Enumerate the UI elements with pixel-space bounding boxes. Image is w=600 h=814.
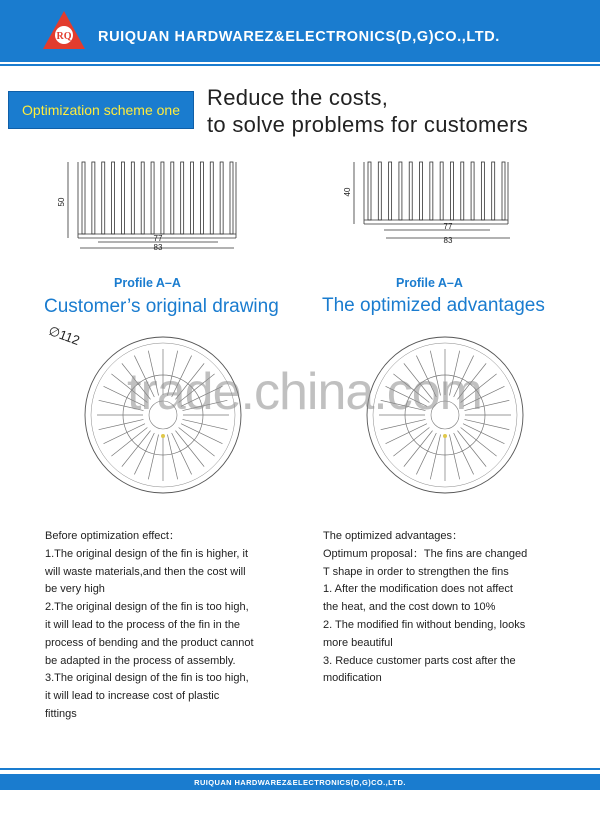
left-height-dim: 50 [57,197,66,207]
headline-line-1: Reduce the costs, [207,85,389,110]
headline [207,84,528,138]
right-heatsink-drawing [340,158,530,250]
before-optimization-text [45,528,305,724]
after-line: The optimized advantages： [323,530,464,542]
headline-line-2: to solve problems for customers [207,112,529,137]
left-heatsink-drawing [58,158,248,250]
after-optimization-text [323,528,583,688]
after-line: 1. After the modification does not affect [323,583,513,596]
left-profile-label: Profile A–A [114,276,181,290]
right-profile-label: Profile A–A [396,276,463,290]
right-inner-dim: 77 [443,222,453,231]
before-line: fittings [45,707,77,720]
header-bar [0,0,600,62]
before-line: 3.The original design of the fin is too high, [45,672,249,685]
header-divider [0,64,600,66]
footer-divider [0,768,600,770]
after-line: modification [323,672,382,685]
after-line: T shape in order to strengthen the fins [323,565,509,578]
before-line: Before optimization effect： [45,530,180,542]
footer-bar: RUIQUAN HARDWAREZ&ELECTRONICS(D,G)CO.,LTD. [0,774,600,790]
before-line: be very high [45,583,105,596]
before-line: process of bending and the product cannot [45,636,254,649]
right-outer-dim: 83 [443,236,453,245]
company-name: RUIQUAN HARDWAREZ&ELECTRONICS(D,G)CO.,LTD. [98,29,500,45]
before-line: 2.The original design of the fin is too high, [45,601,249,614]
right-height-dim: 40 [343,187,352,197]
after-line: the heat, and the cost down to 10% [323,601,496,614]
after-line: more beautiful [323,636,393,649]
after-line: 2. The modified fin without bending, looks [323,618,526,631]
left-outer-dim: 83 [153,243,163,252]
before-line: be adapted in the process of assembly. [45,654,236,667]
diameter-label: ∅112 [46,322,82,349]
after-line: Optimum proposal：The fins are changed [323,547,528,560]
scheme-label: Optimization scheme one [8,91,194,129]
before-line: will waste materials,and then the cost will [45,565,246,578]
left-inner-dim: 77 [153,234,163,243]
left-panel-title: Customer’s original drawing [44,296,279,317]
before-line: it will lead to the process of the fin in the [45,618,241,631]
after-line: 3. Reduce customer parts cost after the [323,654,516,667]
before-line: 1.The original design of the fin is higher, it [45,547,249,560]
before-line: it will lead to increase cost of plastic [45,690,220,703]
right-panel-title: The optimized advantages [322,295,545,316]
svg-text:RQ: RQ [56,31,72,42]
watermark: trade.china.com [127,363,482,421]
company-logo-icon [42,10,86,50]
